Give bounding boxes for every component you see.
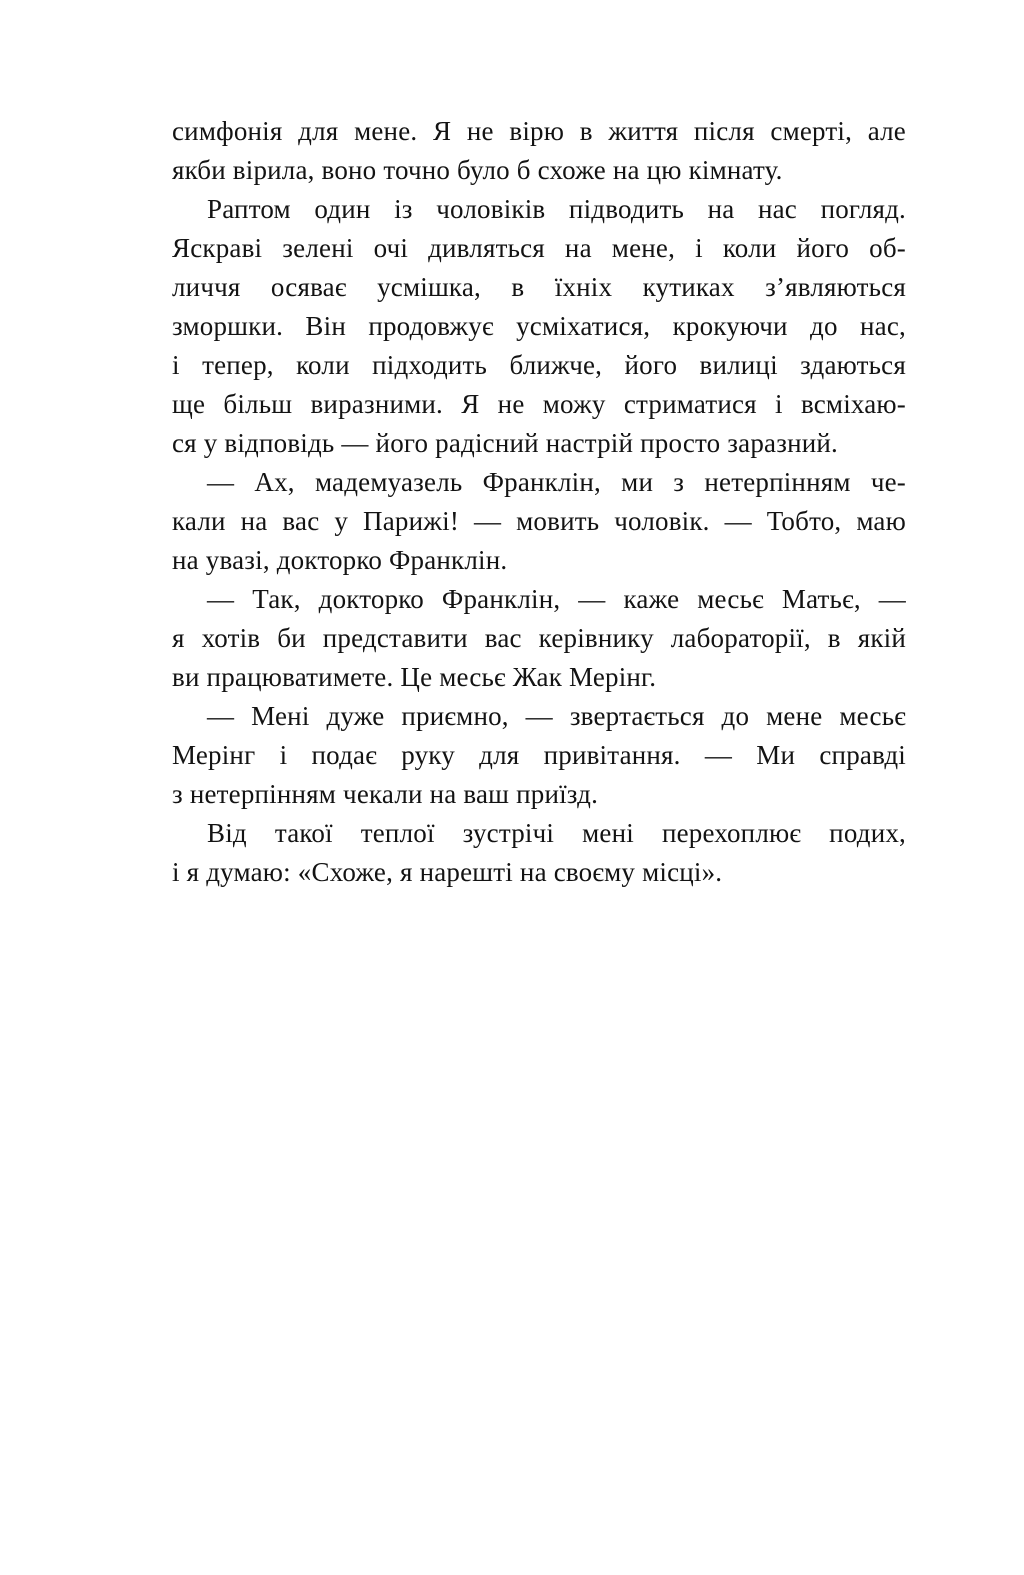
paragraph <box>172 112 906 190</box>
text-line: Мерінг і подає руку для привітання. — Ми справді <box>172 740 906 770</box>
text-line: Яскраві зелені очі дивляться на мене, і коли його об- <box>172 233 906 263</box>
text-line: симфонія для мене. Я не вірю в життя після смерті, але <box>172 116 906 146</box>
paragraph <box>172 814 906 892</box>
text-line: — Мені дуже приємно, — звертається до мене месьє <box>207 701 906 731</box>
text-line: на увазі, докторко Франклін. <box>172 545 508 575</box>
text-block <box>172 112 906 892</box>
text-line: — Так, докторко Франклін, — каже месьє Матьє, — <box>207 584 906 614</box>
paragraph <box>172 190 906 463</box>
text-line: з нетерпінням чекали на ваш приїзд. <box>172 779 599 809</box>
paragraph <box>172 697 906 814</box>
text-line: і тепер, коли підходить ближче, його вилиці здаються <box>172 350 906 380</box>
text-line: я хотів би представити вас керівнику лабораторії, в якій <box>172 623 906 653</box>
text-line: — Ах, мадемуазель Франклін, ми з нетерпінням че- <box>207 467 906 497</box>
text-line: личчя осяває усмішка, в їхніх кутиках з’являються <box>172 272 906 302</box>
text-line: ся у відповідь — його радісний настрій просто заразний. <box>172 428 838 458</box>
text-line: ще більш виразними. Я не можу стриматися і всміхаю- <box>172 389 906 419</box>
text-line: Раптом один із чоловіків підводить на нас погляд. <box>207 194 906 224</box>
paragraph <box>172 463 906 580</box>
paragraph <box>172 580 906 697</box>
text-line: якби вірила, воно точно було б схоже на цю кімнату. <box>172 155 783 185</box>
text-line: ви працюватимете. Це месьє Жак Мерінг. <box>172 662 657 692</box>
text-line: Від такої теплої зустрічі мені перехоплює подих, <box>207 818 906 848</box>
text-line: і я думаю: «Схоже, я нарешті на своєму місці». <box>172 857 723 887</box>
text-line: зморшки. Він продовжує усміхатися, крокуючи до нас, <box>172 311 906 341</box>
text-line: кали на вас у Парижі! — мовить чоловік. — Тобто, маю <box>172 506 906 536</box>
